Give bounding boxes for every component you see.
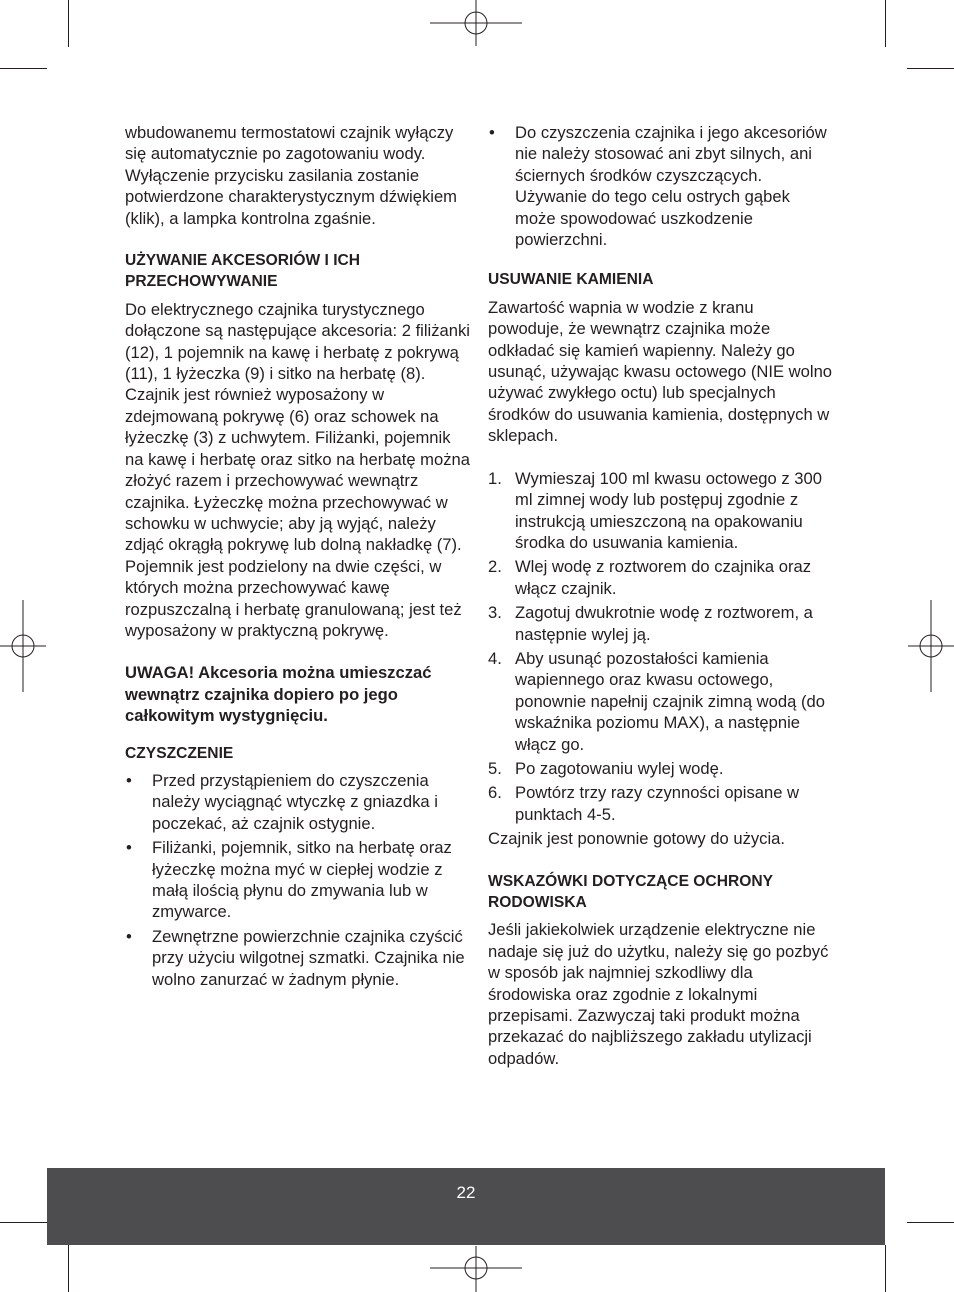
left-column <box>125 122 470 993</box>
registration-mark-bottom <box>430 1246 522 1292</box>
crop-mark <box>68 1245 69 1292</box>
step-text: Po zagotowaniu wylej wodę. <box>515 758 724 778</box>
step-number: 4. <box>488 648 502 668</box>
crop-mark <box>0 68 47 69</box>
step-number: 5. <box>488 758 502 778</box>
step-number: 3. <box>488 603 502 623</box>
descaling-paragraph: Zawartość wapnia w wodzie z kranu powoduje, że wewnątrz czajnika może odkładać się kamień wapienny. Należy go usunąć, używając kwasu octowego (NIE wolno używać zwykłego octu) lub specjalnych środków do usuwania kamienia, dostępnych w sklepach. <box>488 297 833 446</box>
step-text: Powtórz trzy razy czynności opisane w punktach 4-5. <box>515 783 800 824</box>
crop-mark <box>907 1222 954 1223</box>
step-number: 1. <box>488 468 502 488</box>
cleaning-list-continued <box>488 122 833 250</box>
step-number: 6. <box>488 783 502 803</box>
registration-mark-right <box>908 600 954 692</box>
crop-mark <box>885 0 886 47</box>
step-item <box>488 758 833 779</box>
footer-band <box>47 1168 885 1245</box>
right-column <box>488 122 833 1069</box>
descaling-steps <box>488 468 833 826</box>
accessories-paragraph: Do elektrycznego czajnika turystycznego dołączone są następujące akcesoria: 2 filiżanki (12), 1 pojemnik na kawę i herbatę z pokrywą (11), 1 łyżeczka (9) i sitko na herbatę (8). Czajnik jest również wyposażony w zdejmowaną pokrywę (6) oraz schowek na łyżeczkę (3) z uchwytem. Filiżanki, pojemnik na kawę i herbatę oraz sitko na herbatę można złożyć razem i przechowywać wewnątrz czajnika. Łyżeczkę można przechowywać w schowku w uchwycie; aby ją wyjąć, należy zdjąć okrągłą pokrywę lub dolną nakładkę (7). Pojemnik jest podzielony na dwie części, w których można przechowywać kawę rozpuszczalną i herbatę granulowaną; jest też wyposażony w praktyczną pokrywę. <box>125 299 470 640</box>
step-item <box>488 782 833 825</box>
registration-mark-left <box>0 600 46 692</box>
step-text: Wymieszaj 100 ml kwasu octowego z 300 ml zimnej wody lub postępuj zgodnie z instrukcją umieszczoną na opakowaniu środka do usuwania kamienia. <box>515 468 822 552</box>
page-number: 22 <box>456 1183 476 1202</box>
list-item: • Zewnętrzne powierzchnie czajnika czyścić przy użyciu wilgotnej szmatki. Czajnika nie wolno zanurzać w żadnym płynie. <box>125 926 470 990</box>
descaling-heading: USUWANIE KAMIENIA <box>488 271 654 289</box>
step-item <box>488 468 833 554</box>
environment-paragraph: Jeśli jakiekolwiek urządzenie elektryczne nie nadaje się już do użytku, należy się go pozbyć w sposób jak najmniej szkodliwy dla środowiska oraz zgodnie z lokalnymi przepisami. Zazwyczaj taki produkt można przekazać do najbliższego zakładu utylizacji odpadów. <box>488 920 829 1068</box>
warning-paragraph: UWAGA! Akcesoria można umieszczać wewnątrz czajnika dopiero po jego całkowitym wystygnięciu. <box>125 663 432 726</box>
crop-mark <box>885 1245 886 1292</box>
registration-mark-top <box>430 0 522 46</box>
list-item: • Filiżanki, pojemnik, sitko na herbatę oraz łyżeczkę można myć w ciepłej wodzie z małą ilością płynu do zmywania lub w zmywarce. <box>125 837 470 923</box>
crop-mark <box>0 1222 47 1223</box>
environment-heading: WSKAZÓWKI DOTYCZĄCE OCHRONY RODOWISKA <box>488 872 773 911</box>
cleaning-list <box>125 770 470 990</box>
crop-mark <box>68 0 69 47</box>
crop-mark <box>907 68 954 69</box>
list-item: • Do czyszczenia czajnika i jego akcesoriów nie należy stosować ani zbyt silnych, ani ściernych środków czyszczących. Używanie do tego celu ostrych gąbek może spowodować uszkodzenie powierzchni. <box>488 122 833 250</box>
descaling-done: Czajnik jest ponownie gotowy do użycia. <box>488 829 786 849</box>
step-item <box>488 602 833 645</box>
step-number: 2. <box>488 557 502 577</box>
step-text: Wlej wodę z roztworem do czajnika oraz włącz czajnik. <box>515 557 812 598</box>
cleaning-heading: CZYSZCZENIE <box>125 744 234 762</box>
intro-paragraph: wbudowanemu termostatowi czajnik wyłączy się automatycznie po zagotowaniu wody. Wyłączenie przycisku zasilania zostanie potwierdzone charakterystycznym dźwiękiem (klik), a lampka kontrolna zgaśnie. <box>125 123 457 228</box>
step-text: Zagotuj dwukrotnie wodę z roztworem, a następnie wylej ją. <box>515 603 813 644</box>
step-item <box>488 556 833 599</box>
step-text: Aby usunąć pozostałości kamienia wapiennego oraz kwasu octowego, ponownie napełnij czajnik zimną wodą (do wskaźnika poziomu MAX), a następnie włącz go. <box>515 648 825 754</box>
list-item: • Przed przystąpieniem do czyszczenia należy wyciągnąć wtyczkę z gniazdka i poczekać, aż czajnik ostygnie. <box>125 770 470 834</box>
accessories-heading: UŻYWANIE AKCESORIÓW I ICH PRZECHOWYWANIE <box>125 252 361 291</box>
step-item <box>488 648 833 755</box>
